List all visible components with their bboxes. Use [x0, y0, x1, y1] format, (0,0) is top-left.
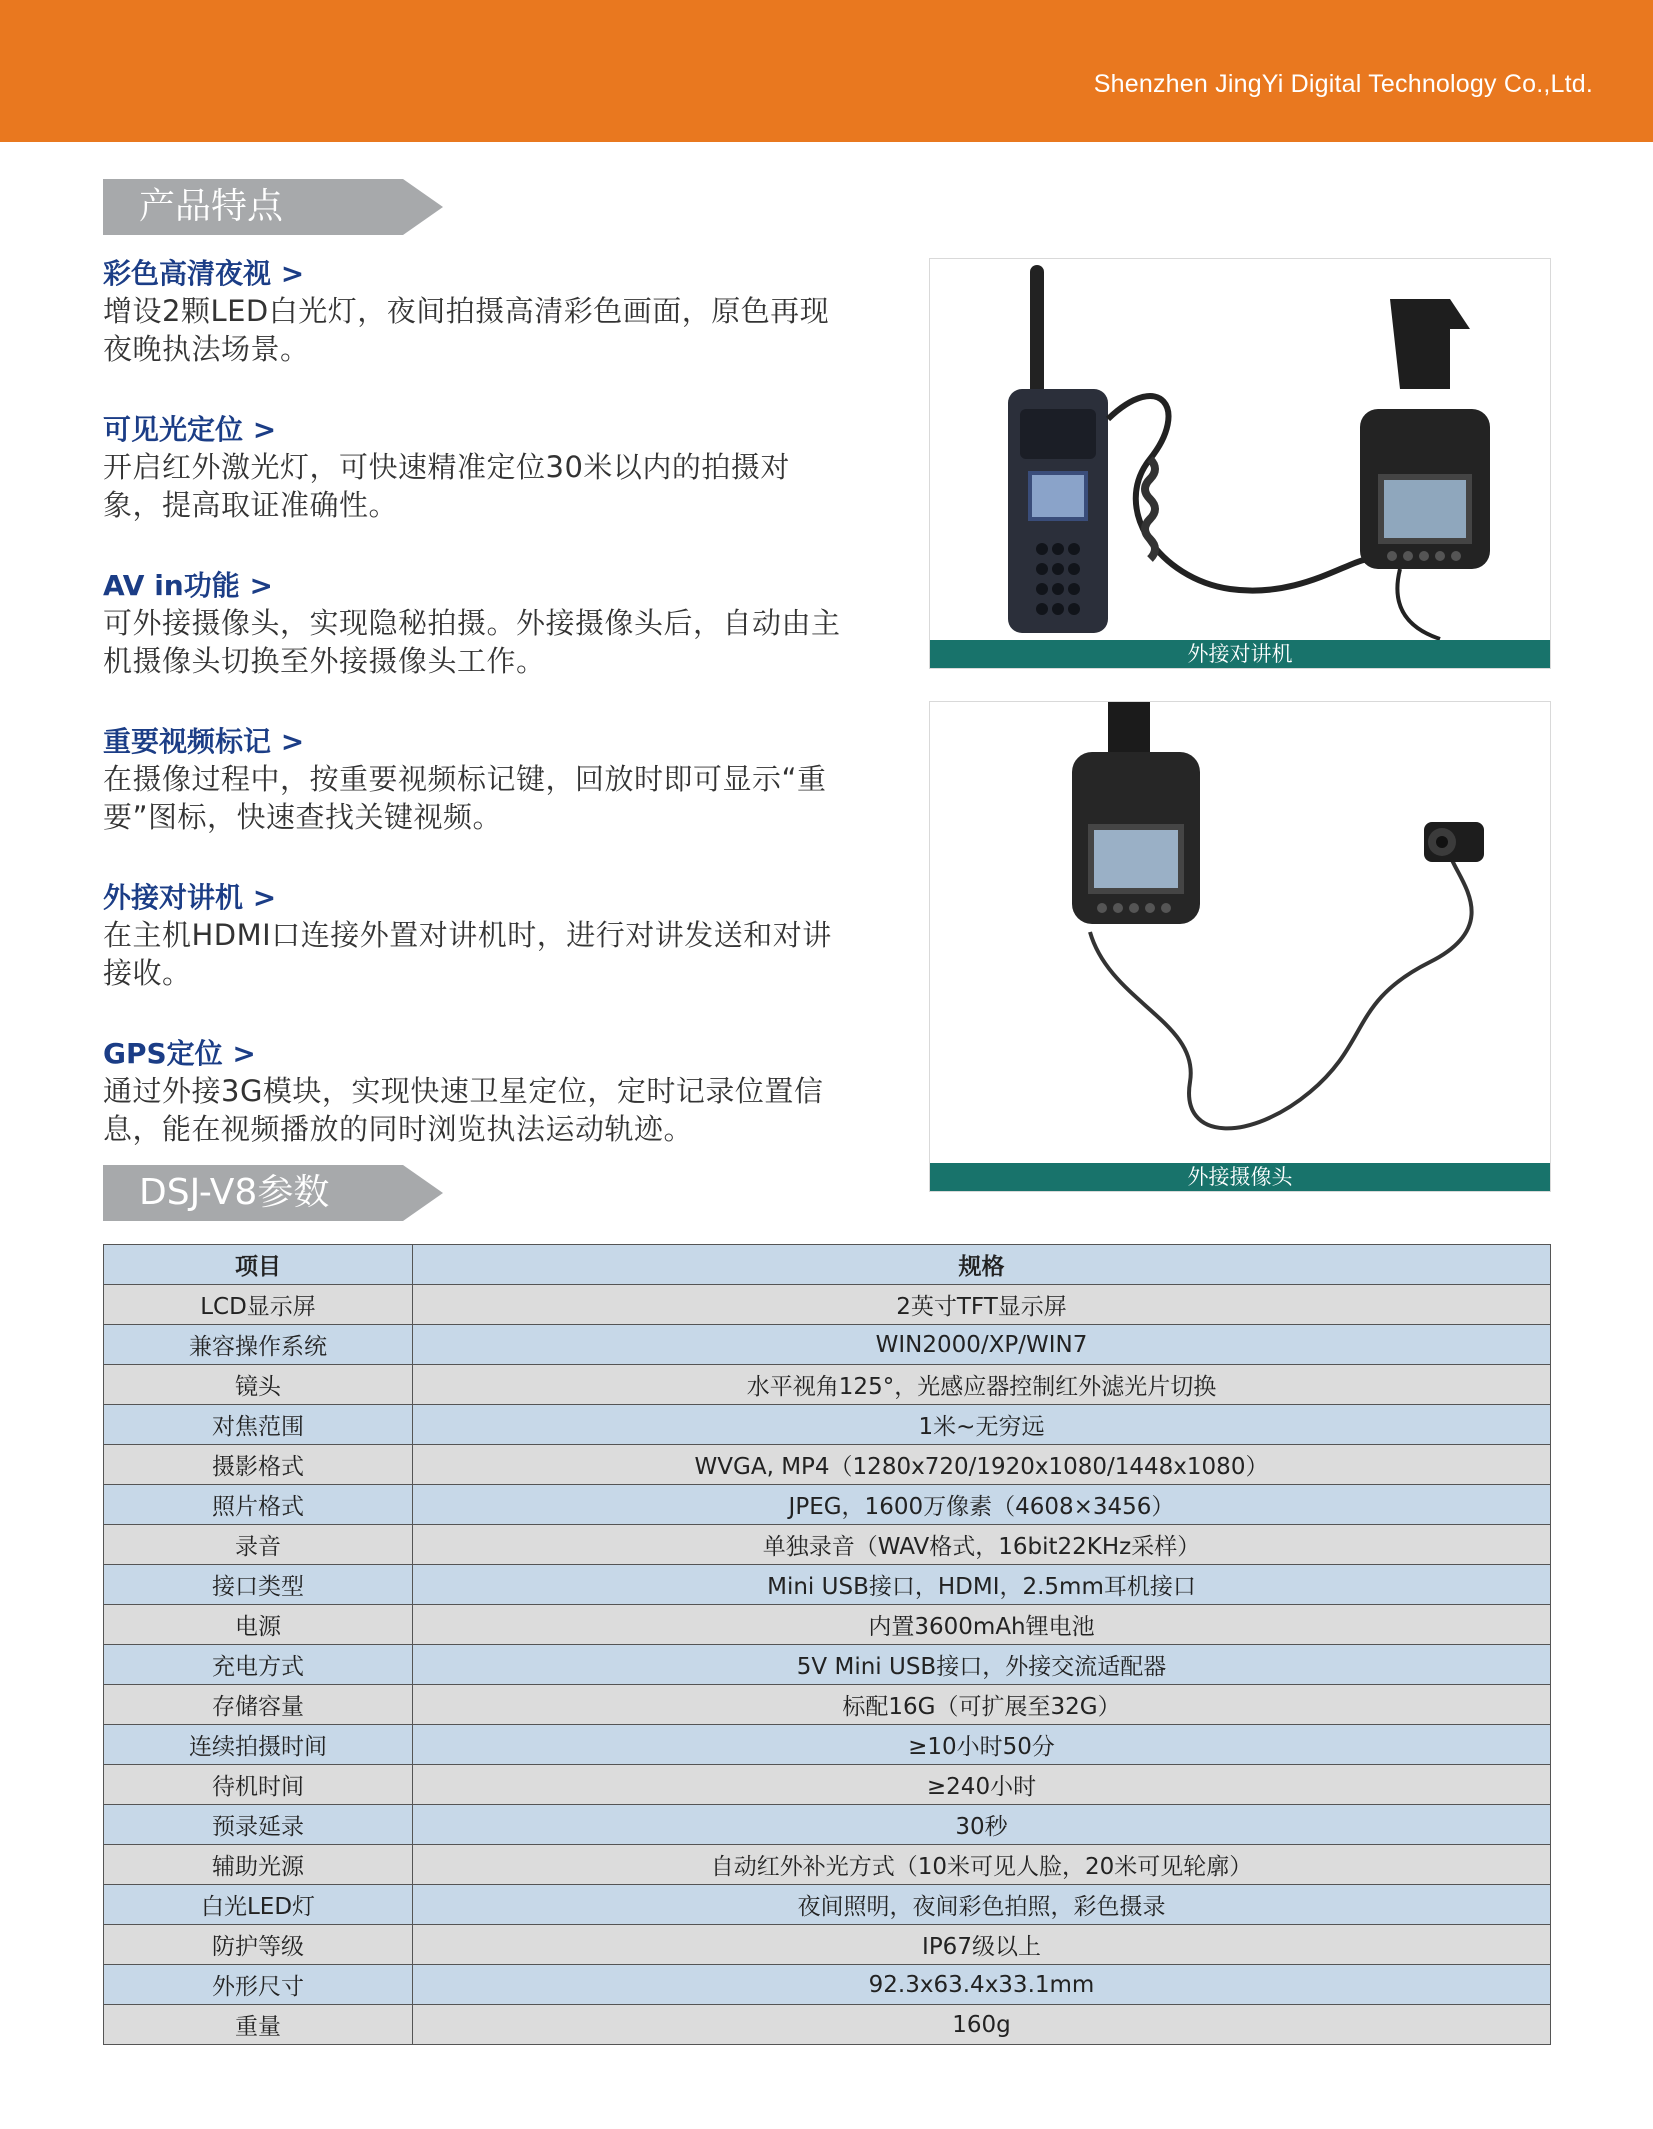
spec-value: 单独录音（WAV格式，16bit22KHz采样）: [413, 1525, 1551, 1565]
feature-item: [103, 880, 883, 992]
company-name: Shenzhen JingYi Digital Technology Co.,Ltd.: [1093, 70, 1593, 98]
feature-title: 外接对讲机 >: [103, 881, 277, 914]
feature-item: [103, 412, 883, 524]
spec-value: 92.3x63.4x33.1mm: [413, 1965, 1551, 2005]
spec-name: 防护等级: [104, 1925, 413, 1965]
feature-item: [103, 1036, 883, 1148]
feature-title: GPS定位 >: [103, 1037, 256, 1070]
table-row: [104, 1685, 1551, 1725]
table-row: [104, 1965, 1551, 2005]
table-row: [104, 1325, 1551, 1365]
spec-name: 接口类型: [104, 1565, 413, 1605]
table-row: [104, 1765, 1551, 1805]
feature-title: 彩色高清夜视 >: [103, 257, 305, 290]
table-row: [104, 1725, 1551, 1765]
spec-name: 兼容操作系统: [104, 1325, 413, 1365]
table-row: [104, 1485, 1551, 1525]
table-row: [104, 1845, 1551, 1885]
feature-desc: 在摄像过程中，按重要视频标记键，回放时即可显示“重 要”图标，快速查找关键视频。: [103, 762, 827, 834]
spec-value: 30秒: [413, 1805, 1551, 1845]
spec-name: 录音: [104, 1525, 413, 1565]
feature-title: 重要视频标记 >: [103, 725, 305, 758]
spec-name: 预录延录: [104, 1805, 413, 1845]
spec-name: 白光LED灯: [104, 1885, 413, 1925]
table-row: [104, 1525, 1551, 1565]
spec-value: WVGA, MP4（1280x720/1920x1080/1448x1080）: [413, 1445, 1551, 1485]
spec-name: 对焦范围: [104, 1405, 413, 1445]
spec-name: 连续拍摄时间: [104, 1725, 413, 1765]
feature-title: 可见光定位 >: [103, 413, 277, 446]
header-bar: [0, 0, 1653, 142]
spec-value: 5V Mini USB接口，外接交流适配器: [413, 1645, 1551, 1685]
photo-caption: 外接对讲机: [930, 640, 1550, 668]
feature-desc: 通过外接3G模块，实现快速卫星定位，定时记录位置信 息，能在视频播放的同时浏览执法运动轨迹。: [103, 1074, 824, 1146]
params-section-title: DSJ-V8参数: [103, 1165, 403, 1221]
spec-name: 辅助光源: [104, 1845, 413, 1885]
photo-radio: [929, 258, 1551, 669]
feature-list: [103, 256, 883, 1192]
table-row: [104, 2005, 1551, 2045]
table-header-row: [104, 1245, 1551, 1285]
spec-name: 摄影格式: [104, 1445, 413, 1485]
feature-desc: 开启红外激光灯，可快速精准定位30米以内的拍摄对 象，提高取证准确性。: [103, 450, 790, 522]
spec-value: 夜间照明，夜间彩色拍照，彩色摄录: [413, 1885, 1551, 1925]
feature-title: AV in功能 >: [103, 569, 273, 602]
photo-external-camera: [929, 701, 1551, 1192]
feature-item: [103, 568, 883, 680]
table-row: [104, 1645, 1551, 1685]
spec-value: WIN2000/XP/WIN7: [413, 1325, 1551, 1365]
spec-value: 内置3600mAh锂电池: [413, 1605, 1551, 1645]
features-section-title: 产品特点: [103, 179, 403, 235]
table-row: [104, 1885, 1551, 1925]
spec-table: [103, 1244, 1551, 2045]
feature-desc: 可外接摄像头，实现隐秘拍摄。外接摄像头后，自动由主 机摄像头切换至外接摄像头工作。: [103, 606, 841, 678]
spec-name: 待机时间: [104, 1765, 413, 1805]
spec-value: 2英寸TFT显示屏: [413, 1285, 1551, 1325]
radio-camera-illustration: [930, 259, 1550, 641]
spec-value: Mini USB接口，HDMI，2.5mm耳机接口: [413, 1565, 1551, 1605]
column-header: 规格: [413, 1245, 1551, 1285]
spec-value: IP67级以上: [413, 1925, 1551, 1965]
spec-value: ≥240小时: [413, 1765, 1551, 1805]
spec-value: ≥10小时50分: [413, 1725, 1551, 1765]
spec-name: 重量: [104, 2005, 413, 2045]
table-row: [104, 1805, 1551, 1845]
spec-name: 镜头: [104, 1365, 413, 1405]
spec-value: 标配16G（可扩展至32G）: [413, 1685, 1551, 1725]
table-row: [104, 1405, 1551, 1445]
spec-value: 160g: [413, 2005, 1551, 2045]
table-row: [104, 1365, 1551, 1405]
spec-value: 自动红外补光方式（10米可见人脸，20米可见轮廓）: [413, 1845, 1551, 1885]
spec-value: 1米~无穷远: [413, 1405, 1551, 1445]
table-row: [104, 1925, 1551, 1965]
feature-item: [103, 724, 883, 836]
spec-name: 电源: [104, 1605, 413, 1645]
table-row: [104, 1285, 1551, 1325]
spec-value: 水平视角125°，光感应器控制红外滤光片切换: [413, 1365, 1551, 1405]
spec-name: 存储容量: [104, 1685, 413, 1725]
spec-name: LCD显示屏: [104, 1285, 413, 1325]
photo-caption: 外接摄像头: [930, 1163, 1550, 1191]
table-row: [104, 1445, 1551, 1485]
external-camera-illustration: [930, 702, 1550, 1164]
spec-name: 照片格式: [104, 1485, 413, 1525]
feature-desc: 增设2颗LED白光灯，夜间拍摄高清彩色画面，原色再现 夜晚执法场景。: [103, 294, 830, 366]
feature-desc: 在主机HDMI口连接外置对讲机时，进行对讲发送和对讲 接收。: [103, 918, 832, 990]
spec-name: 充电方式: [104, 1645, 413, 1685]
table-row: [104, 1565, 1551, 1605]
table-row: [104, 1605, 1551, 1645]
feature-item: [103, 256, 883, 368]
column-header: 项目: [104, 1245, 413, 1285]
spec-value: JPEG，1600万像素（4608×3456）: [413, 1485, 1551, 1525]
spec-name: 外形尺寸: [104, 1965, 413, 2005]
